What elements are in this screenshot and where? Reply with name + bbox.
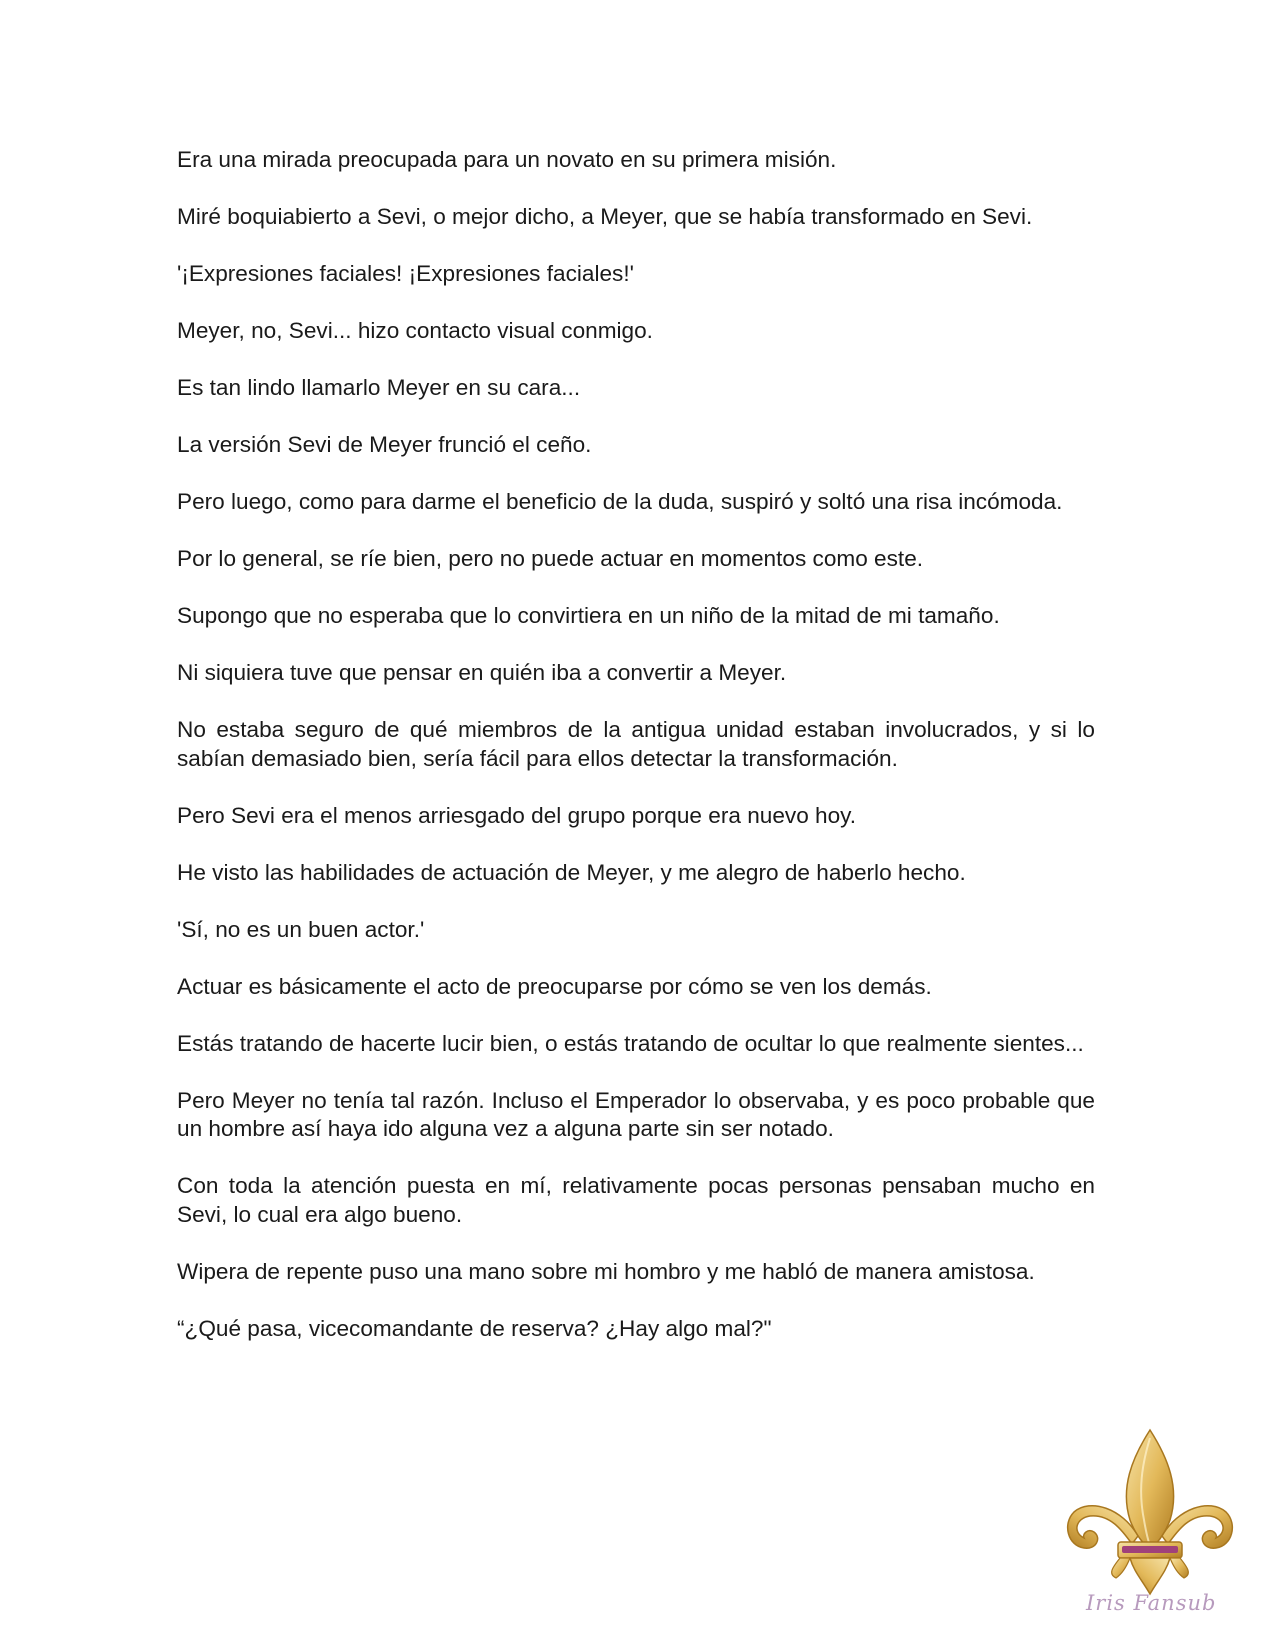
paragraph-18: Con toda la atención puesta en mí, relativamente pocas personas pensaban mucho en Sevi, lo cual era algo bueno. — [177, 1173, 1095, 1227]
paragraph-5: Es tan lindo llamarlo Meyer en su cara... — [177, 375, 581, 400]
paragraph-14: 'Sí, no es un buen actor.' — [177, 916, 425, 942]
logo-text: Iris Fansub — [1086, 1591, 1217, 1615]
paragraph-9: Supongo que no esperaba que lo convirtiera en un niño de la mitad de mi tamaño. — [177, 603, 1000, 628]
paragraph-15: Actuar es básicamente el acto de preocuparse por cómo se ven los demás. — [177, 973, 932, 999]
paragraph-7: Pero luego, como para darme el beneficio de la duda, suspiró y soltó una risa incómoda. — [177, 489, 1063, 514]
paragraph-3: '¡Expresiones faciales! ¡Expresiones faciales!' — [177, 261, 634, 286]
paragraph-6: La versión Sevi de Meyer frunció el ceño. — [177, 432, 592, 457]
paragraph-12: Pero Sevi era el menos arriesgado del grupo porque era nuevo hoy. — [177, 802, 857, 828]
paragraph-2: Miré boquiabierto a Sevi, o mejor dicho, a Meyer, que se había transformado en Sevi. — [177, 204, 1033, 229]
paragraph-20: “¿Qué pasa, vicecomandante de reserva? ¿Hay algo mal?" — [177, 1315, 772, 1341]
paragraph-8: Por lo general, se ríe bien, pero no puede actuar en momentos como este. — [177, 546, 924, 571]
document-body — [177, 146, 1095, 1372]
paragraph-10: Ni siquiera tuve que pensar en quién iba a convertir a Meyer. — [177, 660, 787, 685]
paragraph-11: No estaba seguro de qué miembros de la antigua unidad estaban involucrados, y si lo sabían demasiado bien, sería fácil para ellos detectar la transformación. — [177, 717, 1095, 771]
paragraph-1: Era una mirada preocupada para un novato en su primera misión. — [177, 147, 837, 172]
paragraph-16: Estás tratando de hacerte lucir bien, o estás tratando de ocultar lo que realmente sientes... — [177, 1030, 1084, 1056]
paragraph-4: Meyer, no, Sevi... hizo contacto visual conmigo. — [177, 318, 653, 343]
paragraph-17: Pero Meyer no tenía tal razón. Incluso el Emperador lo observaba, y es poco probable que un hombre así haya ido alguna vez a alguna parte sin ser notado. — [177, 1087, 1095, 1141]
paragraph-19: Wipera de repente puso una mano sobre mi hombro y me habló de manera amistosa. — [177, 1258, 1035, 1284]
paragraph-13: He visto las habilidades de actuación de Meyer, y me alegro de haberlo hecho. — [177, 859, 966, 885]
